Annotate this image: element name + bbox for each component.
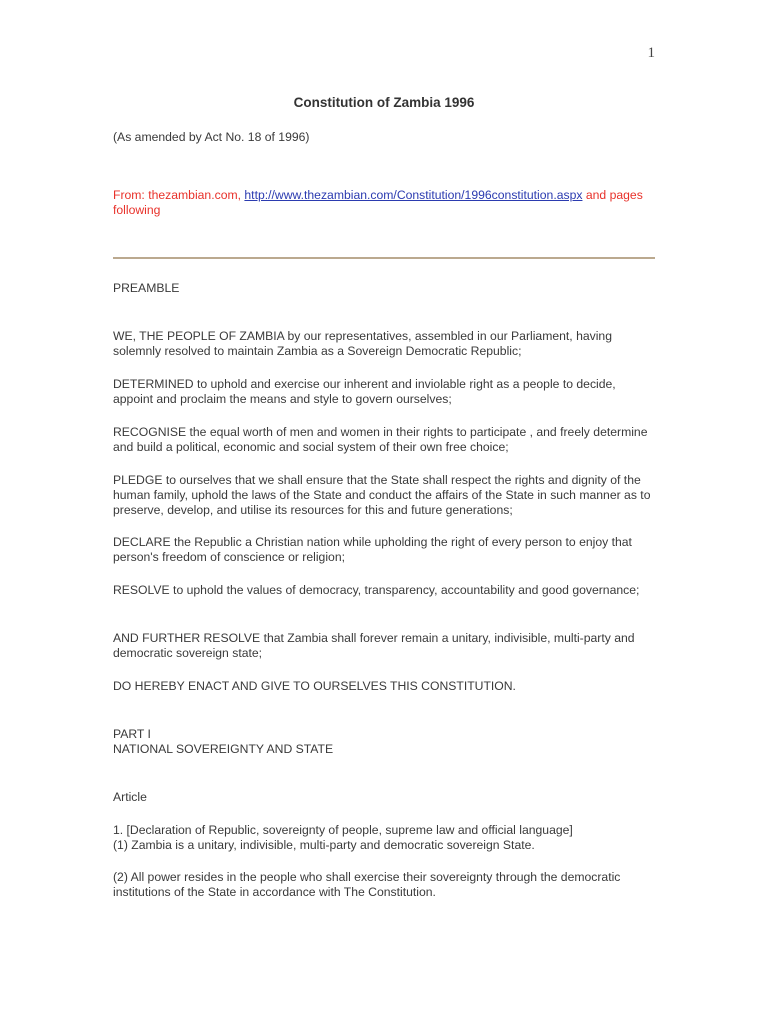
article-label: Article xyxy=(113,790,147,804)
horizontal-divider xyxy=(113,257,655,259)
preamble-paragraph: PLEDGE to ourselves that we shall ensure that the State shall respect the rights and dignity of the human family, uphold the laws of the State and conduct the affairs of the State in such manner as to preserve, develop, and utilise its resources for this and future generations; xyxy=(113,473,651,517)
preamble-paragraph: WE, THE PEOPLE OF ZAMBIA by our representatives, assembled in our Parliament, having solemnly resolved to maintain Zambia as a Sovereign Democratic Republic; xyxy=(113,329,612,358)
part-number: PART I xyxy=(113,727,151,741)
article-1-clause-1: (1) Zambia is a unitary, indivisible, multi-party and democratic sovereign State. xyxy=(113,838,535,852)
source-line xyxy=(113,188,658,218)
part-title: NATIONAL SOVEREIGNTY AND STATE xyxy=(113,742,334,756)
preamble-paragraph: DETERMINED to uphold and exercise our inherent and inviolable right as a people to decide, appoint and proclaim the means and style to govern ourselves; xyxy=(113,377,616,406)
preamble-paragraph: RESOLVE to uphold the values of democracy, transparency, accountability and good governance; xyxy=(113,583,640,597)
source-link[interactable]: http://www.thezambian.com/Constitution/1996constitution.aspx xyxy=(244,188,583,202)
source-prefix: From: thezambian.com, xyxy=(113,188,245,202)
preamble-paragraph: AND FURTHER RESOLVE that Zambia shall forever remain a unitary, indivisible, multi-party and democratic sovereign state; xyxy=(113,631,635,660)
document-title: Constitution of Zambia 1996 xyxy=(293,95,475,110)
preamble-paragraph: DO HEREBY ENACT AND GIVE TO OURSELVES THIS CONSTITUTION. xyxy=(113,679,516,693)
preamble-paragraph: RECOGNISE the equal worth of men and women in their rights to participate , and freely determine and build a political, economic and social system of their own free choice; xyxy=(113,425,648,454)
source-suffix: and pages following xyxy=(113,188,643,217)
article-1-title: 1. [Declaration of Republic, sovereignty of people, supreme law and official language] xyxy=(113,823,573,837)
preamble-heading: PREAMBLE xyxy=(113,281,180,295)
article-1-clause-2: (2) All power resides in the people who shall exercise their sovereignty through the democratic institutions of the State in accordance with The Constitution. xyxy=(113,870,621,899)
document-subtitle: (As amended by Act No. 18 of 1996) xyxy=(113,130,310,144)
preamble-paragraph: DECLARE the Republic a Christian nation while upholding the right of every person to enjoy that person's freedom of conscience or religion; xyxy=(113,535,632,564)
page-number: 1 xyxy=(647,45,655,61)
